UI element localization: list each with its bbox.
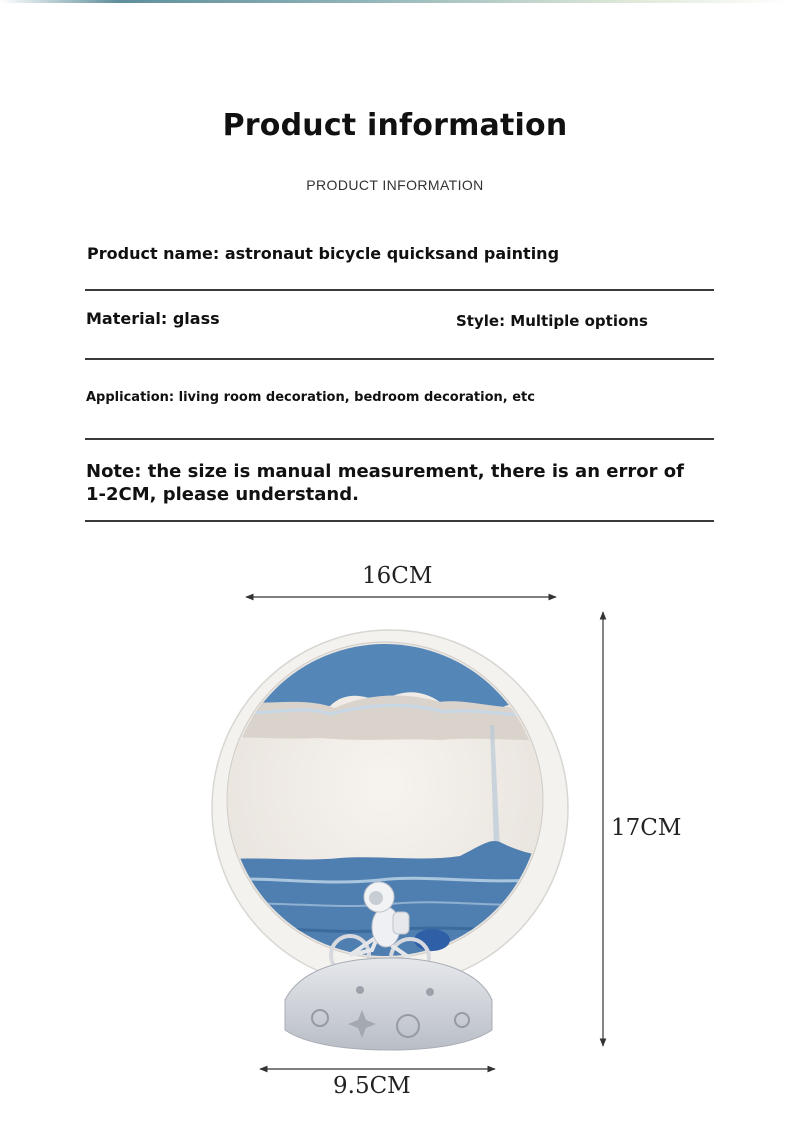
base-dimension-label: 9.5CM — [333, 1073, 411, 1099]
height-dimension-label: 17CM — [611, 815, 682, 841]
width-dimension-label: 16CM — [362, 563, 433, 589]
size-note-line-2: 1-2CM, please understand. — [86, 484, 359, 505]
application: Application: living room decoration, bedroom decoration, etc — [86, 390, 535, 405]
material: Material: glass — [86, 309, 220, 328]
product-name: Product name: astronaut bicycle quicksand painting — [87, 244, 560, 263]
style: Style: Multiple options — [456, 312, 648, 330]
moon-base — [285, 958, 492, 1050]
page-title: Product information — [222, 108, 568, 143]
page-subtitle: PRODUCT INFORMATION — [306, 177, 484, 193]
size-note-line-1: Note: the size is manual measurement, there is an error of — [86, 461, 684, 482]
